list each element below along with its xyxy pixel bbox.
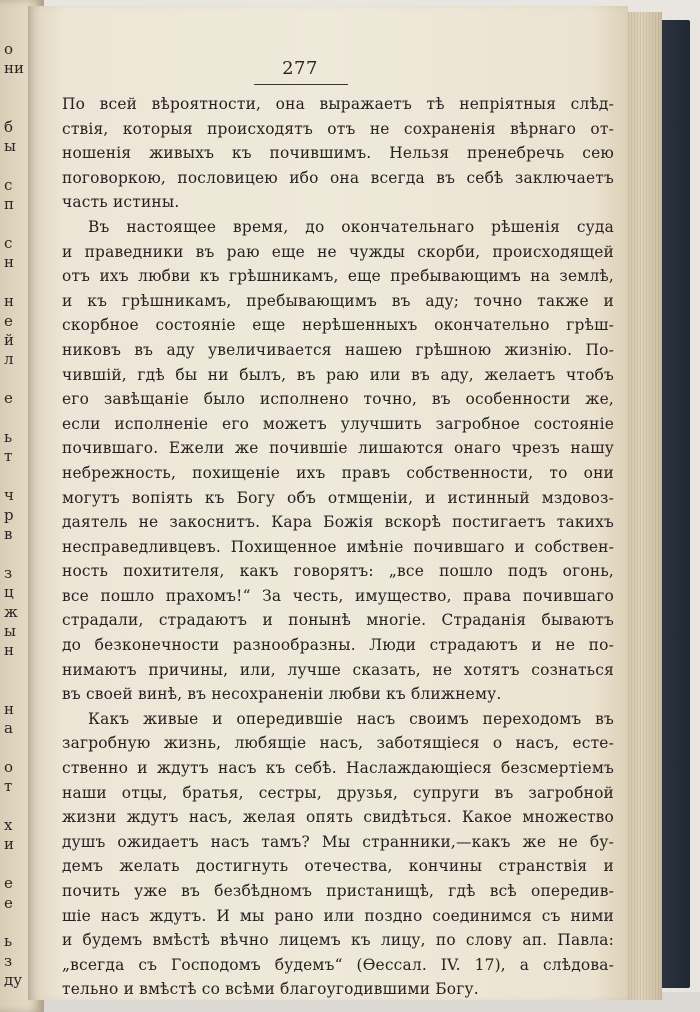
text-line: даятель не закоснитъ. Кара Божія вскорѣ постигаетъ такихъ [62,513,614,532]
text-line: нимаютъ причины, или, лучше сказать, не хотятъ сознаться [62,660,614,679]
text-line: никовъ въ аду увеличивается нашею грѣшною жизнію. По- [62,340,614,359]
left-page-text-fragment: ж [4,602,18,621]
left-page-text-fragment: ы [4,137,16,155]
page-edges [622,12,662,1000]
left-page-text-fragment: н [4,292,14,311]
text-line: ствія, которыя происходятъ отъ не сохраненія вѣрнаго от- [62,119,614,138]
left-page-text-fragment: ь [4,932,13,951]
left-page-text-fragment: х [4,816,13,834]
left-page-text-fragment: е [4,874,13,893]
text-line: шіе насъ ждутъ. И мы рано или поздно соединимся съ ними [62,906,614,925]
text-line: ношенія живыхъ къ почившимъ. Нельзя пренебречь сею [62,144,614,163]
book-page [28,6,628,1000]
body-text [62,92,614,1002]
left-page-text-fragment: ц [4,583,14,602]
text-line: его завѣщаніе было исполнено точно, въ особенности же, [62,390,614,409]
text-line: несправедливцевъ. Похищенное имѣніе почившаго и собствен- [62,537,614,556]
left-page-text-fragment: ду [4,971,23,990]
left-page-text-fragment: т [4,777,13,796]
text-line: демъ желать достигнуть отечества, кончины странствія и [62,857,614,876]
left-page-text-fragment: з [4,563,13,582]
text-line: въ своей винѣ, въ несохраненіи любви къ ближнему. [62,685,502,704]
left-page-text-fragment: с [4,234,13,252]
paragraph [62,92,614,215]
text-line: и праведники въ раю еще не чужды скорби, происходящей [62,242,614,261]
text-line: почить уже въ безбѣдномъ пристанищѣ, гдѣ всѣ опередив- [62,882,614,900]
left-page-text-fragment: н [4,253,14,272]
text-line: могутъ вопіять къ Богу объ отмщеніи, и истинный мздовоз- [62,488,614,507]
left-page-text-fragment: р [4,505,14,524]
text-line: загробную жизнь, любящіе насъ, заботящіеся о насъ, есте- [62,734,614,753]
text-line: все пошло прахомъ!“ За честь, имущество, права почившаго [62,586,614,605]
paragraph [62,215,614,707]
left-page-text-fragment: и [4,835,14,854]
text-line: страдали, страдаютъ и понынѣ многіе. Страданія бываютъ [62,611,614,630]
text-line: до безконечности разнообразны. Люди страдаютъ и не по- [62,636,614,655]
left-page-text-fragment: ч [4,486,14,505]
left-page-text-fragment: в [4,525,13,543]
left-page-text-fragment: е [4,389,13,408]
left-page-text-fragment: о [4,40,14,58]
paragraph [62,707,614,1002]
text-line: чившій, гдѣ бы ни былъ, въ раю или въ аду, желаетъ чтобъ [62,365,614,384]
text-line: По всей вѣроятности, она выражаетъ тѣ непріятныя слѣд- [62,95,614,113]
page-number: 277 [282,58,318,79]
text-line: часть истины. [62,193,180,212]
text-line: Въ настоящее время, до окончательнаго рѣшенія суда [88,217,614,236]
page-number-rule [254,84,348,85]
left-page-text-fragment: е [4,893,13,912]
left-page-text-fragment: л [4,350,14,369]
text-line: почившаго. Ежели же почившіе лишаются онаго чрезъ нашу [62,439,614,458]
left-page-text-fragment: с [4,175,13,194]
left-page-text-fragment: а [4,719,13,737]
text-line: и будемъ вмѣстѣ вѣчно лицемъ къ лицу, по слову ап. Павла: [62,931,614,950]
text-line: душъ ожидаетъ насъ тамъ? Мы странники,—какъ же не бу- [62,832,614,851]
left-page-text-fragment: о [4,757,14,776]
text-line: скорбное состояніе еще нерѣшенныхъ окончательно грѣш- [62,316,614,335]
left-page-text-fragment: ь [4,428,13,446]
text-line: тельно и вмѣстѣ со всѣми благоугодившими Богу. [62,980,479,999]
text-line: поговоркою, пословицею ибо она всегда въ себѣ заключаетъ [62,168,614,187]
left-page-text-fragment: ы [4,622,16,640]
text-line: отъ ихъ любви къ грѣшникамъ, еще пребывающимъ на землѣ, [62,267,614,286]
text-line: ственно и ждутъ насъ къ себѣ. Наслаждающіеся безсмертіемъ [62,759,614,778]
left-page-text-fragment: н [4,699,14,718]
left-page-text-fragment: п [4,195,14,214]
left-page-text-fragment: з [4,951,13,970]
text-line: жизни ждутъ насъ, желая опять свидѣться. Какое множество [62,808,614,827]
text-line: Какъ живые и опередившіе насъ своимъ переходомъ въ [88,709,614,728]
left-page-text-fragment: й [4,331,14,349]
left-page-text-fragment: т [4,447,13,466]
text-line: если исполненіе его можетъ улучшить загробное состояніе [62,414,614,433]
text-line: и къ грѣшникамъ, пребывающимъ въ аду; точно также и [62,291,614,310]
text-line: небрежность, похищеніе ихъ правъ собственности, то они [62,463,614,482]
left-page-text-fragment: ни [4,59,24,78]
left-page-text-fragment: е [4,311,13,330]
text-line: „всегда съ Господомъ будемъ“ (Ѳессал. IV. 17), а слѣдова- [62,955,614,974]
left-page-text-fragment: б [4,117,14,136]
text-line: наши отцы, братья, сестры, друзья, супруги въ загробной [62,783,614,802]
text-line: ность похитителя, какъ говорятъ: „все пошло подъ огонь, [62,562,614,581]
left-page-text-fragment: н [4,641,14,660]
